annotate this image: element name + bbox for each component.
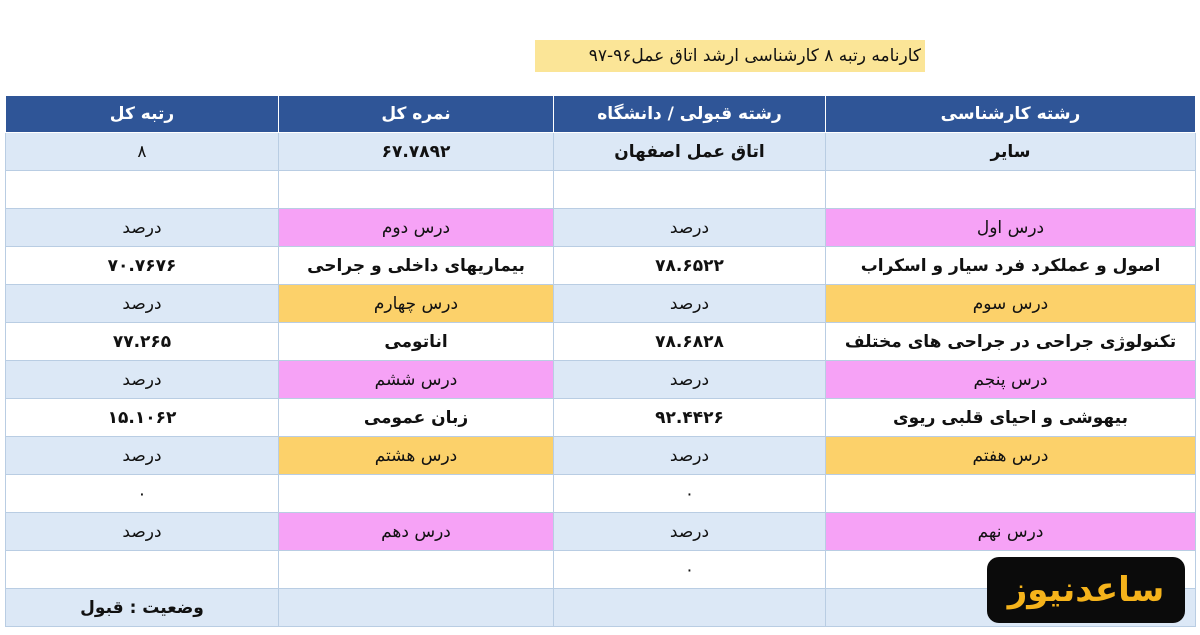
report-card-table bbox=[5, 95, 1196, 627]
course-8-name bbox=[279, 475, 554, 513]
course-5-percent: ۹۲.۴۴۲۶ bbox=[554, 399, 826, 437]
table-row bbox=[6, 437, 1196, 475]
accepted-value: اتاق عمل اصفهان bbox=[554, 133, 826, 171]
course-2-percent: ۷۰.۷۶۷۶ bbox=[6, 247, 279, 285]
percent-label: درصد bbox=[554, 285, 826, 323]
watermark-text: ساعدنیوز bbox=[1007, 570, 1165, 610]
percent-label: درصد bbox=[554, 513, 826, 551]
course-4-name: اناتومی bbox=[279, 323, 554, 361]
table-row bbox=[6, 475, 1196, 513]
table-row bbox=[6, 513, 1196, 551]
percent-label: درصد bbox=[6, 285, 279, 323]
course-6-label: درس ششم bbox=[279, 361, 554, 399]
header-total-score: نمره کل bbox=[279, 96, 554, 133]
course-2-name: بیماریهای داخلی و جراحی bbox=[279, 247, 554, 285]
field-value: سایر bbox=[826, 133, 1196, 171]
course-7-percent: ۰ bbox=[554, 475, 826, 513]
summary-row bbox=[6, 133, 1196, 171]
page-title: کارنامه رتبه ۸ کارشناسی ارشد اتاق عمل۹۶-۹۷ bbox=[535, 40, 925, 72]
course-10-label: درس دهم bbox=[279, 513, 554, 551]
course-9-label: درس نهم bbox=[826, 513, 1196, 551]
course-8-label: درس هشتم bbox=[279, 437, 554, 475]
course-3-name: تکنولوژی جراحی در جراحی های مختلف bbox=[826, 323, 1196, 361]
percent-label: درصد bbox=[6, 513, 279, 551]
course-5-name: بیهوشی و احیای قلبی ریوی bbox=[826, 399, 1196, 437]
header-field: رشته کارشناسی bbox=[826, 96, 1196, 133]
percent-label: درصد bbox=[6, 361, 279, 399]
course-6-percent: ۱۵.۱۰۶۲ bbox=[6, 399, 279, 437]
table-row bbox=[6, 285, 1196, 323]
table-row bbox=[6, 209, 1196, 247]
spacer-row bbox=[6, 171, 1196, 209]
percent-label: درصد bbox=[6, 209, 279, 247]
header-accepted: رشته قبولی / دانشگاه bbox=[554, 96, 826, 133]
course-9-percent: ۰ bbox=[554, 551, 826, 589]
percent-label: درصد bbox=[554, 437, 826, 475]
course-1-percent: ۷۸.۶۵۲۲ bbox=[554, 247, 826, 285]
course-7-name bbox=[826, 475, 1196, 513]
percent-label: درصد bbox=[6, 437, 279, 475]
course-1-name: اصول و عملکرد فرد سیار و اسکراب bbox=[826, 247, 1196, 285]
course-1-label: درس اول bbox=[826, 209, 1196, 247]
course-10-name bbox=[279, 551, 554, 589]
course-3-percent: ۷۸.۶۸۲۸ bbox=[554, 323, 826, 361]
course-8-percent: ۰ bbox=[6, 475, 279, 513]
percent-label: درصد bbox=[554, 361, 826, 399]
course-4-percent: ۷۷.۲۶۵ bbox=[6, 323, 279, 361]
table-row bbox=[6, 399, 1196, 437]
course-4-label: درس چهارم bbox=[279, 285, 554, 323]
course-3-label: درس سوم bbox=[826, 285, 1196, 323]
course-6-name: زبان عمومی bbox=[279, 399, 554, 437]
course-10-percent bbox=[6, 551, 279, 589]
course-2-label: درس دوم bbox=[279, 209, 554, 247]
total-rank-value: ۸ bbox=[6, 133, 279, 171]
total-score-value: ۶۷.۷۸۹۲ bbox=[279, 133, 554, 171]
table-row bbox=[6, 323, 1196, 361]
table-row bbox=[6, 247, 1196, 285]
table-header-row bbox=[6, 96, 1196, 133]
table-row bbox=[6, 361, 1196, 399]
status-text: وضعیت : قبول bbox=[6, 589, 279, 627]
course-7-label: درس هفتم bbox=[826, 437, 1196, 475]
watermark-logo bbox=[987, 557, 1185, 623]
header-total-rank: رتبه کل bbox=[6, 96, 279, 133]
percent-label: درصد bbox=[554, 209, 826, 247]
course-5-label: درس پنجم bbox=[826, 361, 1196, 399]
